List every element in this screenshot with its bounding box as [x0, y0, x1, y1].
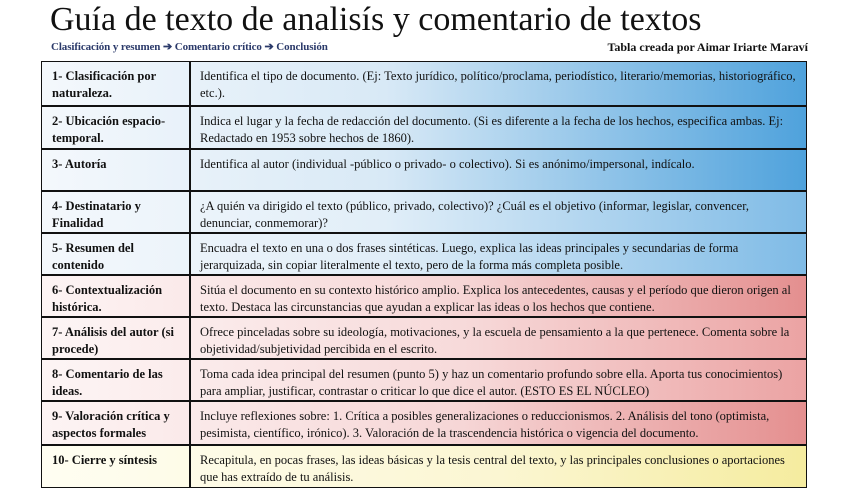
- table-row: [42, 150, 806, 192]
- table-row: [42, 276, 806, 318]
- row-text: Identifica al autor (individual -público o privado- o colectivo). Si es anónimo/impersonal, indícalo.: [200, 157, 695, 171]
- table-row: [42, 107, 806, 150]
- row-label: 1- Clasificación por naturaleza.: [52, 69, 156, 100]
- table-row: [42, 234, 806, 276]
- row-text: Ofrece pinceladas sobre su ideología, motivaciones, y la escuela de pensamiento a la que pertenece. Comenta sobre la objetividad/subjetividad percibida en el escrito.: [200, 325, 790, 356]
- subtitle: Clasificación y resumen ➔ Comentario crítico ➔ Conclusión: [51, 41, 328, 53]
- row-text: Sitúa el documento en su contexto histórico amplio. Explica los antecedentes, causas y el período que dieron origen al texto. Destaca las circunstancias que ayudan a explicar las ideas o los hechos que contiene.: [200, 283, 791, 314]
- row-text: Recapitula, en pocas frases, las ideas básicas y la tesis central del texto, y las principales conclusiones o aportaciones que has extraído de tu análisis.: [200, 453, 785, 484]
- row-label: 8- Comentario de las ideas.: [52, 367, 163, 398]
- row-label: 5- Resumen del contenido: [52, 241, 134, 272]
- table-row: [42, 402, 806, 446]
- table-row: [42, 360, 806, 402]
- row-text: Indica el lugar y la fecha de redacción del documento. (Si es diferente a la fecha de los hechos, especifica ambas. Ej: Redactado en 1953 sobre hechos de 1860).: [200, 114, 784, 145]
- row-text: Incluye reflexiones sobre: 1. Crítica a posibles generalizaciones o reduccionismos. 2. Análisis del tono (optimista, pesimista, científico, irónico). 3. Valoración de la trascendencia histórica o vigencia del documento.: [200, 409, 770, 440]
- row-label: 7- Análisis del autor (si procede): [52, 325, 175, 356]
- table-row: [42, 446, 806, 488]
- row-label: 4- Destinatario y Finalidad: [52, 199, 141, 230]
- row-label: 9- Valoración crítica y aspectos formales: [52, 409, 170, 440]
- row-label: 10- Cierre y síntesis: [52, 453, 157, 467]
- row-text: ¿A quién va dirigido el texto (público, privado, colectivo)? ¿Cuál es el objetivo (informar, legislar, convencer, denunciar, conmemorar)?: [200, 199, 750, 230]
- table-row: [42, 192, 806, 234]
- row-text: Encuadra el texto en una o dos frases sintéticas. Luego, explica las ideas principales y secundarias de forma jerarquizada, sin copiar literalmente el texto, pero de la forma más completa posible.: [200, 241, 739, 272]
- row-text: Identifica el tipo de documento. (Ej: Texto jurídico, político/proclama, periodístico, literario/memorias, historiográfico, etc.).: [200, 69, 796, 100]
- table-row: [42, 62, 806, 107]
- page-title: Guía de texto de analisís y comentario de textos: [50, 1, 702, 38]
- row-label: 6- Contextualización histórica.: [52, 283, 163, 314]
- row-label: 3- Autoría: [52, 157, 107, 171]
- row-label: 2- Ubicación espacio-temporal.: [52, 114, 166, 145]
- guide-table: [41, 61, 807, 488]
- table-row: [42, 318, 806, 360]
- row-text: Toma cada idea principal del resumen (punto 5) y haz un comentario profundo sobre ella. Aporta tus conocimientos) para ampliar, justificar, contrastar o criticar lo que dice el autor. (ESTO ES EL NÚCLEO): [200, 367, 783, 398]
- author-credit: Tabla creada por Aimar Iriarte Maraví: [607, 40, 808, 54]
